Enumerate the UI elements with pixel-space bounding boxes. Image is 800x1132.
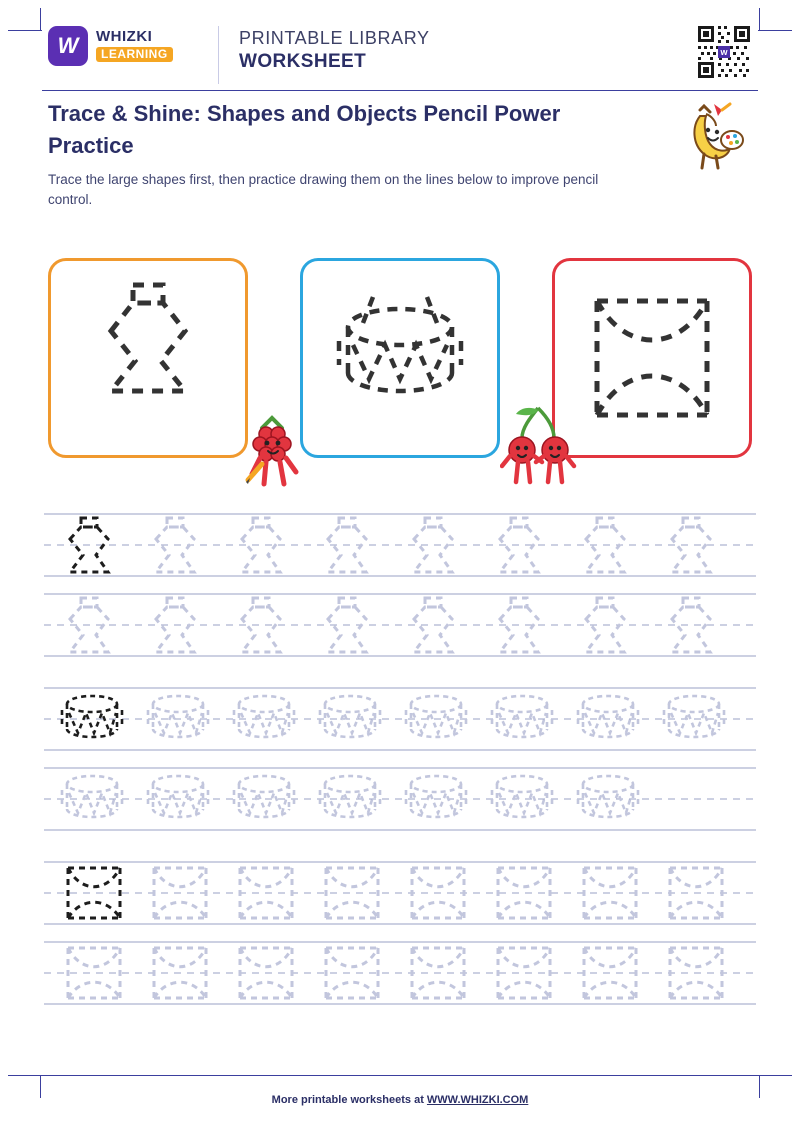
crop-mark-top-right-h [758,30,792,31]
practice-row [44,588,756,668]
page-title: Trace & Shine: Shapes and Objects Pencil Power Practice [48,101,561,158]
practice-row [44,936,756,1016]
practice-row [44,856,756,936]
header-doc-type: WORKSHEET [239,51,367,72]
brand-tagline: LEARNING [96,47,173,62]
qr-code-icon [696,24,752,80]
brand-logo [48,26,208,66]
brand-name: WHIZKI [96,28,153,46]
raspberry-mascot-icon [238,412,310,492]
cherry-mascot-icon [500,404,578,492]
trace-card-drum [300,258,500,458]
crop-mark-top-right [759,8,760,30]
trace-cards [48,258,752,464]
brand-text [96,29,173,63]
practice-group-bell [44,508,756,668]
practice-group-drum [44,682,756,842]
trace-card-hourglass [552,258,752,458]
practice-row [44,508,756,588]
practice-row [44,762,756,842]
header-vertical-divider [218,26,219,84]
practice-group-hourglass [44,856,756,1016]
practice-row [44,682,756,762]
trace-card-bell [48,258,248,458]
footer-url[interactable]: WWW.WHIZKI.COM [426,1094,529,1106]
crop-mark-top-left-h [8,30,42,31]
crop-mark-bottom-right-h [758,1075,792,1076]
page-instructions: Trace the large shapes first, then practice drawing them on the lines below to improve pencil control. [48,172,599,208]
practice-area [44,508,756,1030]
svg-text:w: w [720,47,728,57]
crop-mark-bottom-left-h [8,1075,42,1076]
page-footer [0,1094,800,1106]
footer-divider-rule [42,1075,758,1076]
banana-mascot-icon [670,96,750,176]
page-header [48,26,752,84]
header-kicker: PRINTABLE LIBRARY [239,28,430,48]
crop-mark-top-left [40,8,41,30]
footer-text: More printable worksheets at [271,1094,427,1106]
header-titles [239,26,430,73]
logo-mark-icon: W [48,26,88,66]
header-divider-rule [42,90,758,91]
